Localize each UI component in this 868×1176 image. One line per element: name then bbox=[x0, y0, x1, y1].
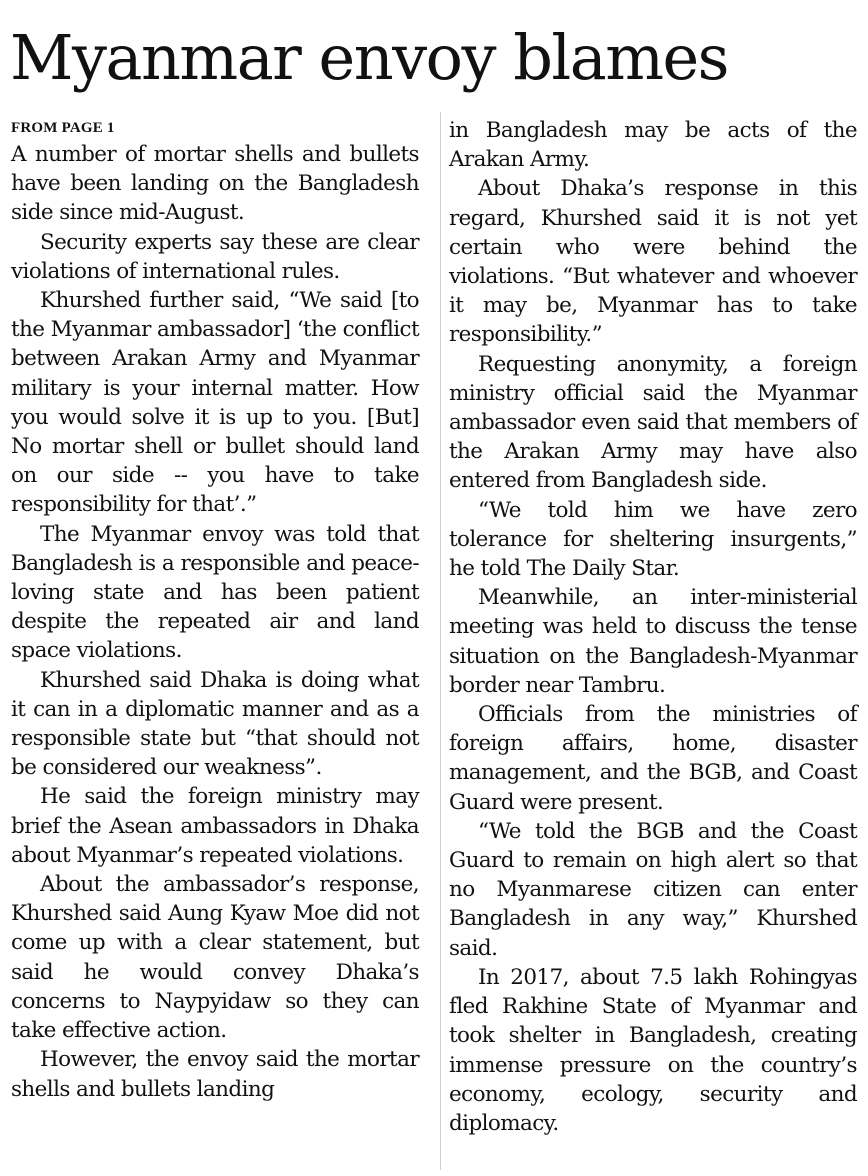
paragraph: In 2017, about 7.5 lakh Rohingyas fled Rakhine State of Myanmar and took shelter in Bangladesh, creating immense pressure on the country’s economy, ecology, security and diplomacy. bbox=[449, 964, 857, 1136]
paragraph: Officials from the ministries of foreign affairs, home, disaster management, and the BGB, and Coast Guard were present. bbox=[449, 702, 857, 815]
paragraph: However, the envoy said the mortar shells and bullets landing bbox=[11, 1047, 419, 1102]
paragraph: Meanwhile, an inter-ministerial meeting was held to discuss the tense situation on the Bangladesh-Myanmar border near Tambru. bbox=[449, 585, 857, 698]
kicker-from-page: FROM PAGE 1 bbox=[11, 120, 115, 136]
paragraph: He said the foreign ministry may brief the Asean ambassadors in Dhaka about Myanmar’s repeated violations. bbox=[11, 784, 419, 868]
paragraph: “We told him we have zero tolerance for sheltering insurgents,” he told The Daily Star. bbox=[449, 497, 857, 582]
paragraph: The Myanmar envoy was told that Bangladesh is a responsible and peace-loving state and has been patient despite the repeated air and land space violations. bbox=[11, 521, 419, 664]
paragraph: in Bangladesh may be acts of the Arakan Army. bbox=[449, 118, 857, 173]
paragraph: About the ambassador’s response, Khurshed said Aung Kyaw Moe did not come up with a clear statement, but said he would convey Dhaka’s concerns to Naypyidaw so they can take effective action. bbox=[11, 872, 419, 1044]
paragraph: A number of mortar shells and bullets have been landing on the Bangladesh side since mid-August. bbox=[11, 142, 419, 226]
article-column-left bbox=[11, 116, 419, 1104]
paragraph: Requesting anonymity, a foreign ministry official said the Myanmar ambassador even said that members of the Arakan Army may have also entered from Bangladesh side. bbox=[449, 351, 857, 494]
paragraph: Security experts say these are clear violations of international rules. bbox=[11, 229, 419, 284]
paragraph: Khurshed further said, “We said [to the Myanmar ambassador] ‘the conflict between Arakan Army and Myanmar military is your internal matter. How you would solve it is up to you. [But] No mortar shell or bullet should land on our side -- you have to take responsibility for that’.” bbox=[11, 288, 419, 518]
headline: Myanmar envoy blames bbox=[10, 21, 728, 94]
paragraph: “We told the BGB and the Coast Guard to remain on high alert so that no Myanmarese citizen can enter Bangladesh in any way,” Khurshed said. bbox=[449, 818, 857, 961]
column-divider bbox=[440, 112, 441, 1170]
paragraph: Khurshed said Dhaka is doing what it can in a diplomatic manner and as a responsible state but “that should not be considered our weakness”. bbox=[11, 667, 419, 781]
article-column-right bbox=[449, 116, 857, 1138]
paragraph: About Dhaka’s response in this regard, Khurshed said it is not yet certain who were behind the violations. “But whatever and whoever it may be, Myanmar has to take responsibility.” bbox=[449, 176, 857, 348]
